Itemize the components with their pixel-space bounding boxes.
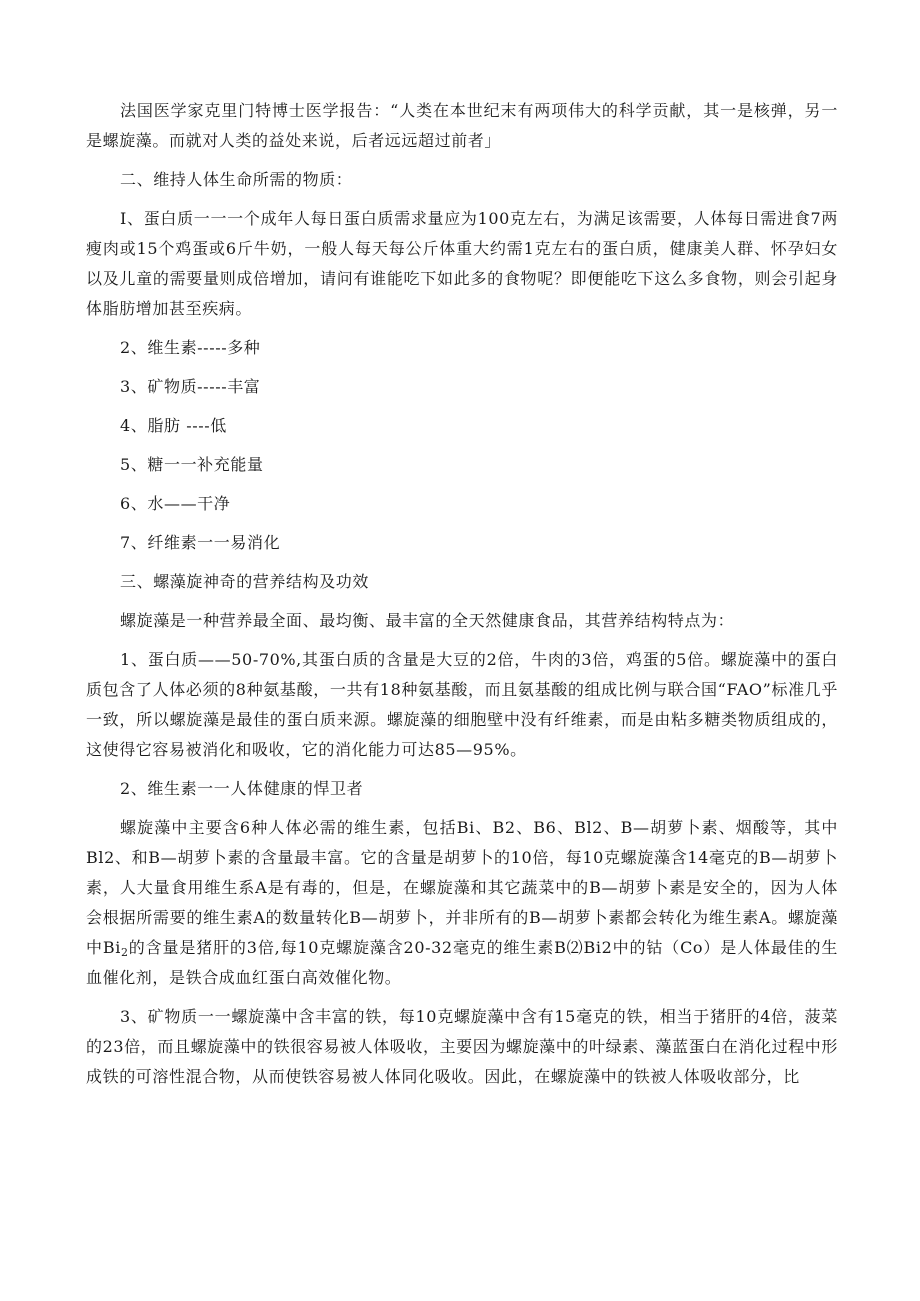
list-item-water: 6、水——干净 xyxy=(120,494,231,513)
vitamin-subscript: 2 xyxy=(120,946,129,959)
section-3-vitamin-paragraph xyxy=(86,813,838,993)
section-heading-3: 三、螺藻旋神奇的营养结构及功效 xyxy=(120,572,370,591)
list-item-protein: I、蛋白质一一一个成年人每日蛋白质需求量应为100克左右，为满足该需要，人体每日需进食7两瘦肉或15个鸡蛋或6斤牛奶，一般人每天每公斤体重大约需1克左右的蛋白质，健康美人群、怀孕妇女以及儿童的需要量则成倍增加，请问有谁能吃下如此多的食物呢？即便能吃下这么多食物，则会引起身体脂肪增加甚至疾病。 xyxy=(86,209,838,318)
intro-paragraph: 法国医学家克里门特博士医学报告：“人类在本世纪末有两项伟大的科学贡献，其一是核弹，另一是螺旋藻。而就对人类的益处来说，后者远远超过前者」 xyxy=(86,101,838,150)
section-3-intro: 螺旋藻是一种营养最全面、最均衡、最丰富的全天然健康食品，其营养结构特点为： xyxy=(120,611,735,630)
list-item-sugar: 5、糖一一补充能量 xyxy=(120,455,264,474)
section-3-protein-paragraph: 1、蛋白质——50-70%,其蛋白质的含量是大豆的2倍，牛肉的3倍，鸡蛋的5倍。螺旋藻中的蛋白质包含了人体必须的8种氨基酸，一共有18种氨基酸，而且氨基酸的组成比例与联合国“FAO”标准几乎一致，所以螺旋藻是最佳的蛋白质来源。螺旋藻的细胞壁中没有纤维素，而是由粘多糖类物质组成的，这使得它容易被消化和吸收，它的消化能力可达85—95%。 xyxy=(86,650,838,759)
vitamin-text-part-b: 的含量是猪肝的3倍,每10克螺旋藻含20-32毫克的维生素B⑵Bi2中的钴（Co）是人体最佳的生血催化剂，是铁合成血红蛋白高效催化物。 xyxy=(86,938,838,987)
list-item-fiber: 7、纤维素一一易消化 xyxy=(120,533,281,552)
section-3-vitamin-title: 2、维生素一一人体健康的悍卫者 xyxy=(120,779,364,798)
vitamin-text-part-a: 螺旋藻中主要含6种人体必需的维生素，包括Bi、B2、B6、Bl2、B—胡萝卜素、烟酸等，其中Bl2、和B—胡萝卜素的含量最丰富。它的含量是胡萝卜的10倍，每10克螺旋藻含14毫克的B—胡萝卜素，人大量食用维生系A是有毒的，但是，在螺旋藻和其它蔬菜中的B—胡萝卜素是安全的，因为人体会根据所需要的维生素A的数量转化B—胡萝卜，并非所有的B—胡萝卜素都会转化为维生素A。螺旋藻中Bi xyxy=(86,818,838,957)
section-3-mineral-paragraph: 3、矿物质一一螺旋藻中含丰富的铁，每10克螺旋藻中含有15毫克的铁，相当于猪肝的4倍，菠菜的23倍，而且螺旋藻中的铁很容易被人体吸收，主要因为螺旋藻中的叶绿素、藻蓝蛋白在消化过程中形成铁的可溶性混合物，从而使铁容易被人体同化吸收。因此，在螺旋藻中的铁被人体吸收部分，比 xyxy=(86,1007,838,1086)
list-item-mineral: 3、矿物质-----丰富 xyxy=(120,377,261,396)
section-heading-2: 二、维持人体生命所需的物质： xyxy=(120,170,353,189)
document-body xyxy=(86,96,838,1101)
list-item-vitamin: 2、维生素-----多种 xyxy=(120,338,261,357)
list-item-fat: 4、脂肪 ----低 xyxy=(120,416,227,435)
